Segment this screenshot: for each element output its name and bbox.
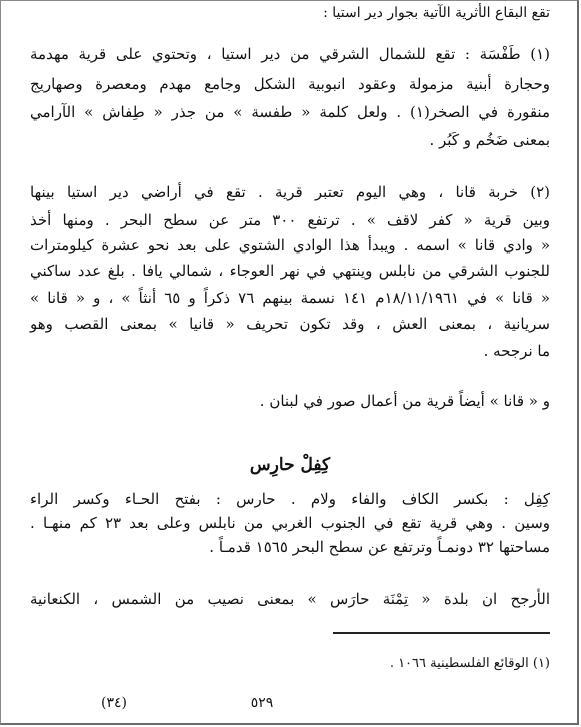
paragraph-line: (٢) خربة قانا ، وهي اليوم تعتبر قرية . تقع في أراضي دير استيا بينها [30, 183, 550, 201]
paragraph-line: « وادي قانا » اسمه . ويبدأ هذا الوادي الشتوي على بعد نحو عشرة كيلومترات [30, 236, 550, 254]
paragraph-line: منقورة في الصخر(١) . ولعل كلمة « طفسة » من جذر « طِفاش » الآرامي [30, 103, 550, 121]
paragraph-line: وحجارة أبنية مزمولة وعقود انبوبية الشكل وجامع مهدم ومعصرة وصهاريج [30, 75, 550, 93]
series-number: (٣٤) [101, 695, 127, 711]
footnote: (١) الوقائع الفلسطينية ١٠٦٦ . [389, 656, 550, 671]
section-title: كِفِلْ حارِس [249, 455, 331, 475]
paragraph-line: كِفِل : بكسر الكاف والفاء ولام . حارس : بفتح الحـاء وكسر الراء [30, 490, 550, 508]
footnote-divider [333, 632, 550, 634]
paragraph-line: « قانا » في ١٨/١١/١٩٦١م ١٤١ نسمة بينهم ٧٦ ذكراً و ٦٥ أنثاً » ، و « قانا » [30, 289, 551, 307]
page-header: تقع البقاع الأثرية الآتية بجوار دير استيا : [323, 5, 550, 21]
paragraph-line: سريانية ، بمعنى العش ، وقد تكون تحريف « قانيا » بمعنى القصب وهو [30, 315, 550, 333]
paragraph-line: و « قانا » أيضاً قرية من أعمال صور في لبنان . [259, 392, 550, 410]
paragraph-line: مساحتها ٣٢ دونمـاً وترتفع عن سطح البحر ١٥٦٥ قدمـاً . [209, 538, 550, 556]
paragraph-line: وبين قرية « كفر لاقف » . ترتفع ٣٠٠ متر عن سطح البحر . ومنها أخذ [30, 211, 551, 229]
document-page [30, 0, 550, 727]
paragraph-line: للجنوب الشرقي من نابلس وينتهي في نهر العوجاء ، شمالي يافا . بلغ عدد ساكني [30, 262, 550, 280]
paragraph-line: الأرجح ان بلدة « تِمْنَة حارَس » بمعنى نصيب من الشمس ، الكنعانية [30, 590, 550, 608]
paragraph-line: وسين . وهي قرية تقع في الجنوب الغربي من نابلس وعلى بعد ٢٣ كم منهـا . [30, 514, 551, 532]
paragraph-line: بمعنى ضَخُم و كَبُر . [429, 131, 550, 149]
paragraph-line: (١) طَفْسَة : تقع للشمال الشرقي من دير استيا ، وتحتوي على قرية مهدمة [30, 45, 550, 63]
page-number: ٥٢٩ [250, 695, 274, 711]
paragraph-line: ما نرجحه . [483, 342, 550, 360]
